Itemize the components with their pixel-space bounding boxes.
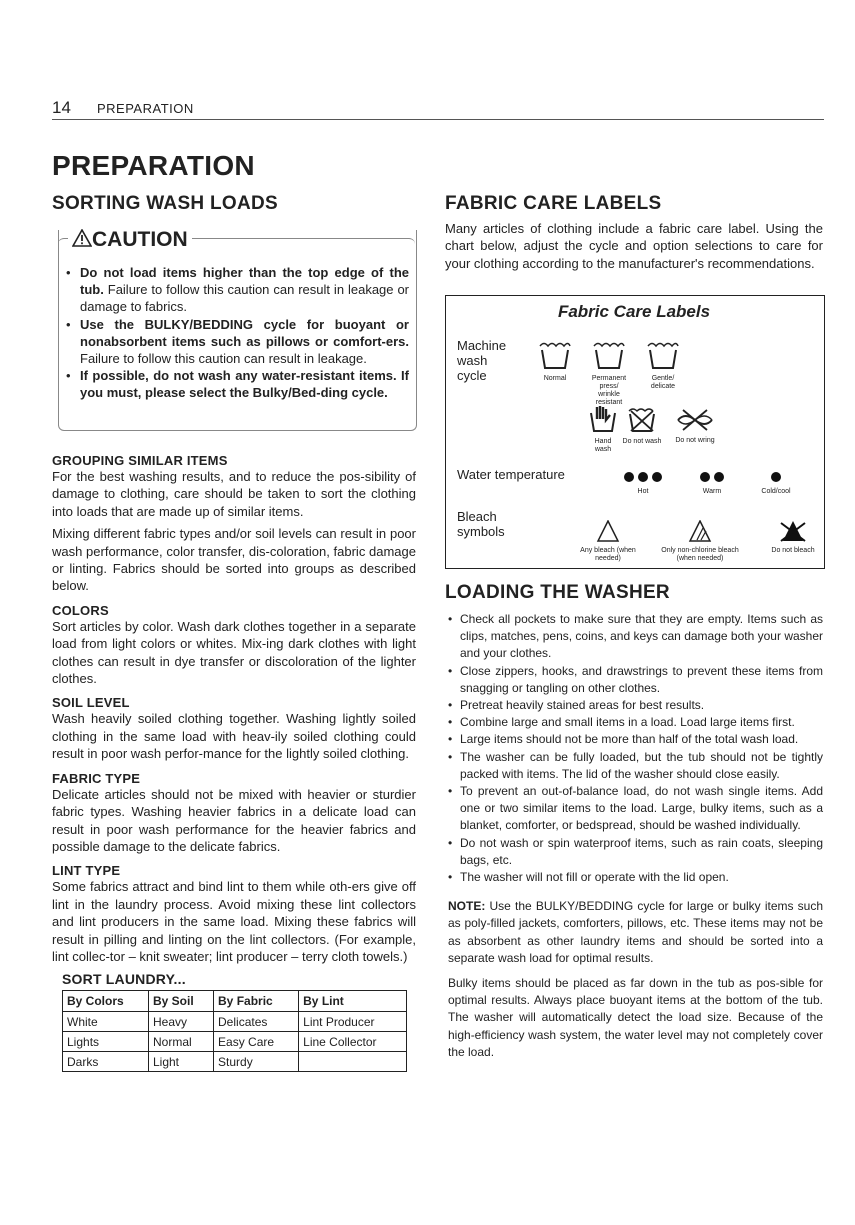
do-not-wring-label: Do not wring [675,437,715,444]
note-label: NOTE: [448,899,486,914]
warning-icon [72,229,92,247]
do-not-wring-symbol [675,408,718,445]
hand-wash-icon [588,405,618,433]
striped-triangle-icon [660,520,740,542]
soil-heading: SOIL LEVEL [52,695,130,711]
caution-item-bold: Do not load items higher than the top edge of the tub. [80,265,409,298]
colors-heading: COLORS [52,602,109,618]
fabric-text: Delicate articles should not be mixed with heavier or sturdier fabric types. Washing heavier fabrics in a delicate load can result in poor wash performance for the heavier fabrics and possible damage to the delicate fabrics. [52,786,416,854]
caution-item [66,316,409,368]
sort-laundry-heading: SORT LAUNDRY... [62,971,186,988]
temp-warm-label: Warm [702,488,722,495]
bleach-do-not-label: Do not bleach [771,547,815,554]
care-labels-intro: Many articles of clothing include a fabric care label. Using the chart below, adjust the cycle and option selections to care for your clothing according to the manufacturer's recommendations. [445,221,823,271]
loading-title: LOADING THE WASHER [445,582,670,603]
colors-text: Sort articles by color. Wash dark clothes together in a separate load from light colors or whites. Mix-ing dark clothes with light clothes can result in dye transfer or discoloration of the lighter clothes. [52,618,416,687]
grouping-paragraph-1: For the best washing results, and to reduce the pos-sibility of damage to clothing, care should be taken to sort the clothing into loads that are made up of similar items. [52,469,416,519]
table-cell: Delicates [214,1012,299,1032]
tub-icon [592,340,626,370]
soil-text: Wash heavily soiled clothing together. Washing lightly soiled clothing in the same load with heav-ily soiled clothing could result in poor wash perfor-mance for the lightly soiled clothing. [52,711,416,762]
page-title: PREPARATION [52,150,255,181]
tub-icon [538,340,572,370]
loading-list [448,611,823,1061]
table-header-cell: By Fabric [214,991,299,1012]
bleach-any-label: Any bleach (when needed) [580,547,636,562]
caution-item-bold: If possible, do not wash any water-resistant items. If you must, please select the Bulky/Bed-ding cycle. [80,368,409,401]
table-cell: Lights [63,1032,149,1052]
table-row [63,1012,407,1032]
table-cell: Lint Producer [299,1012,407,1032]
lint-heading: LINT TYPE [52,863,121,879]
bleach-row-label: Bleach symbols [457,509,505,539]
table-cell: Easy Care [214,1032,299,1052]
bleach-do-not-symbol [768,520,818,555]
caution-item [66,367,409,401]
table-header-cell: By Colors [63,991,149,1012]
list-item: • Check all pockets to make sure that they are empty. Items such as clips, matches, pens, coins, and keys can damage both your washer and your clothes. [448,611,823,663]
list-item: • To prevent an out-of-balance load, do not wash single items. Add one or two similar items to the load. Large, bulky items, such as a blanket, comforter, or bedspread, should be washed individually. [448,783,823,835]
hand-wash-label: Hand wash [594,438,612,453]
table-cell: Sturdy [214,1052,299,1072]
triangle-icon [580,520,636,542]
hand-wash-symbol [588,405,618,454]
caution-item-text: Failure to follow this caution can result in leakage or damage to fabrics. [80,282,409,315]
loading-final-paragraph: Bulky items should be placed as far down in the tub as pos-sible for optimal results. Always place buoyant items at the bottom of the tub. The washer will automatically detect the load size. Because of the high-efficiency wash system, the water level may not completely cover the load. [448,976,823,1059]
list-item: • Do not wash or spin waterproof items, such as rain coats, sleeping bags, etc. [448,835,823,869]
sort-table-header [63,991,407,1012]
wash-gentle-label: Gentle/ delicate [650,375,676,390]
list-item: • Close zippers, hooks, and drawstrings to prevent these items from snagging or tangling on other clothes. [448,663,823,697]
wash-gentle-symbol [646,340,680,391]
list-item: • The washer can be fully loaded, but the tub should not be tightly packed with items. The lid of the washer should close easily. [448,749,823,783]
bleach-any-symbol [580,520,636,563]
temp-hot-symbol [623,470,663,496]
loading-note [448,898,823,967]
list-item: • The washer will not fill or operate with the lid open. [448,869,823,886]
do-not-wash-label: Do not wash [622,438,662,445]
wash-normal-label: Normal [543,375,567,382]
sorting-title: SORTING WASH LOADS [52,193,279,214]
table-cell: White [63,1012,149,1032]
sort-table [62,990,407,1072]
table-cell: Line Collector [299,1032,407,1052]
caution-list [66,264,409,402]
wash-normal-symbol [538,340,572,383]
temp-cold-symbol [761,470,791,496]
wash-permpress-symbol [592,340,629,407]
care-chart-title: Fabric Care Labels [557,302,711,321]
table-header-cell: By Lint [299,991,407,1012]
table-cell: Light [148,1052,213,1072]
temp-warm-symbol [698,470,726,496]
do-not-wring-icon [675,408,715,432]
lint-text: Some fabrics attract and bind lint to them while oth-ers give off lint in the laundry process. Avoid mixing these lint collectors and lint producers in the same load. Mixing these fabrics will result in pilling and linting on the lint collectors. (For example, lint collec-tor – knit sweater; lint producer – terry cloth towels.) [52,879,416,964]
caution-title-text: CAUTION [92,228,188,251]
bleach-nonchlorine-symbol [660,520,740,563]
caution-item [66,264,409,316]
bleach-nonchlorine-label: Only non-chlorine bleach (when needed) [661,547,739,562]
note-text: Use the BULKY/BEDDING cycle for large or bulky items such as poly-filled jackets, comforters, pillows, etc. These items may not be as absorbent as other laundry items and should be sorted into a separate wash load for optimal results. [448,899,823,965]
list-item: • Large items should not be more than half of the total wash load. [448,731,823,748]
temp-hot-label: Hot [637,488,649,495]
warm-dots-icon [698,471,726,483]
caution-item-bold: Use the BULKY/BEDDING cycle for buoyant or nonabsorbent items such as pillows or comfort-ers. [80,316,409,349]
table-row [63,1052,407,1072]
table-cell: Normal [148,1032,213,1052]
list-item: • Pretreat heavily stained areas for best results. [448,697,823,714]
running-title: PREPARATION [97,101,194,116]
table-cell: Darks [63,1052,149,1072]
table-header-cell: By Soil [148,991,213,1012]
fabric-heading: FABRIC TYPE [52,770,141,786]
grouping-paragraph-2: Mixing different fabric types and/or soil levels can result in poor wash performance, color transfer, dis-coloration, fabric damage or linting. Fabrics should be sorted into groups as described below. [52,526,416,594]
table-cell [299,1052,407,1072]
sorting-body [52,453,416,1072]
page-number: 14 [52,98,71,117]
temp-cold-label: Cold/cool [761,488,791,495]
grouping-heading: GROUPING SIMILAR ITEMS [52,453,228,468]
care-labels-title: FABRIC CARE LABELS [445,193,662,214]
do-not-bleach-icon [768,520,818,542]
cold-dot-icon [761,471,791,483]
table-row [63,1032,407,1052]
tub-icon [646,340,680,370]
do-not-wash-icon [625,405,659,433]
table-cell: Heavy [148,1012,213,1032]
hot-dots-icon [623,471,663,483]
wash-row-label: Machine wash cycle [457,338,507,383]
temp-row-label: Water temperature [457,467,565,482]
caution-item-text: Failure to follow this caution can result in leakage. [80,351,367,367]
do-not-wash-symbol [622,405,664,446]
header-rule [52,119,824,120]
caution-title [68,228,192,252]
wash-permpress-label: Permanent press/ wrinkle resistant [591,375,627,406]
list-item: • Combine large and small items in a load. Load large items first. [448,714,823,731]
